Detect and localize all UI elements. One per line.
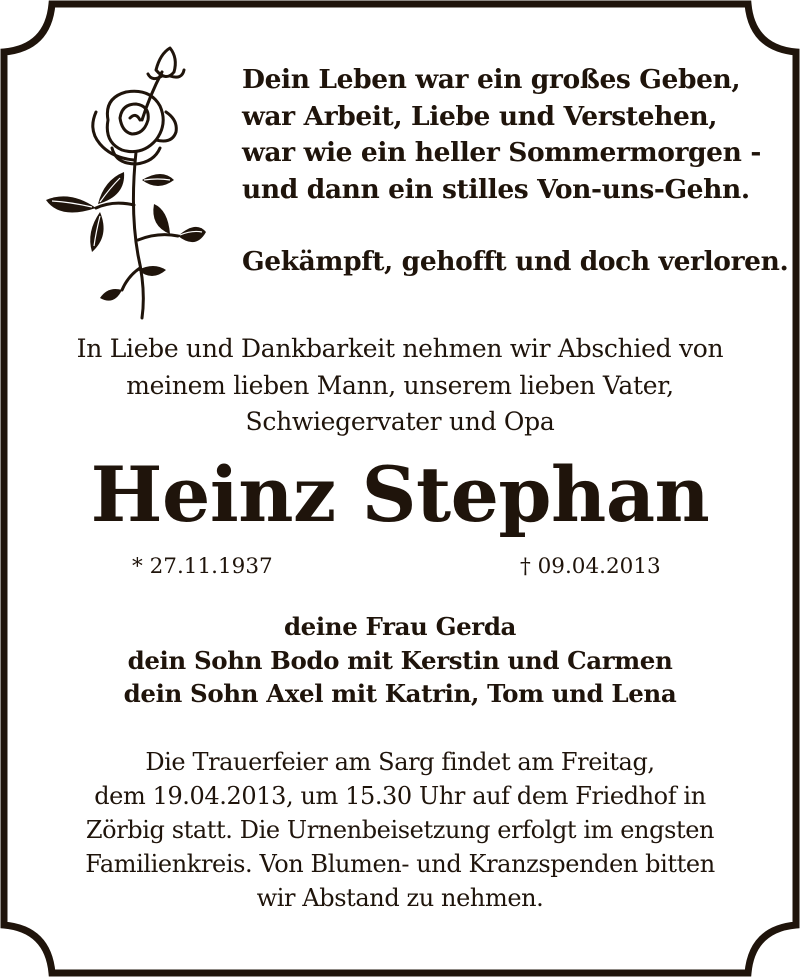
mourners-list (0, 610, 800, 711)
poem-spacer (242, 208, 782, 244)
poem-line: und dann ein stilles Von-uns-Gehn. (242, 173, 750, 205)
poem-closing: Gekämpft, gehofft und doch verloren. (242, 246, 789, 277)
funeral-notice (0, 745, 800, 915)
intro-line: Schwiegervater und Opa (245, 407, 555, 436)
poem-line: war Arbeit, Liebe und Verstehen, (242, 100, 718, 132)
intro-line: In Liebe und Dankbarkeit nehmen wir Abschied von (76, 334, 724, 363)
deceased-name: Heinz Stephan (90, 450, 710, 539)
birth-date: * 27.11.1937 (132, 554, 273, 579)
poem (242, 62, 789, 281)
intro-line: meinem lieben Mann, unserem lieben Vater, (126, 370, 674, 400)
death-date: † 09.04.2013 (520, 554, 661, 579)
notice-line: dem 19.04.2013, um 15.30 Uhr auf dem Friedhof in (94, 782, 706, 810)
poem-line: Dein Leben war ein großes Geben, (242, 64, 741, 95)
poem-line: war wie ein heller Sommermorgen - (242, 137, 761, 168)
notice-line: Zörbig statt. Die Urnenbeisetzung erfolgt im engsten (85, 816, 715, 844)
farewell-intro (0, 331, 800, 441)
notice-line: Die Trauerfeier am Sarg findet am Freitag, (145, 748, 655, 776)
mourner-line: dein Sohn Bodo mit Kerstin und Carmen (127, 645, 673, 675)
notice-line: Familienkreis. Von Blumen- und Kranzspenden bitten (85, 850, 715, 878)
rose-icon (38, 40, 210, 320)
notice-line: wir Abstand zu nehmen. (256, 884, 544, 912)
mourner-line: deine Frau Gerda (283, 612, 517, 641)
mourner-line: dein Sohn Axel mit Katrin, Tom und Lena (123, 679, 677, 708)
